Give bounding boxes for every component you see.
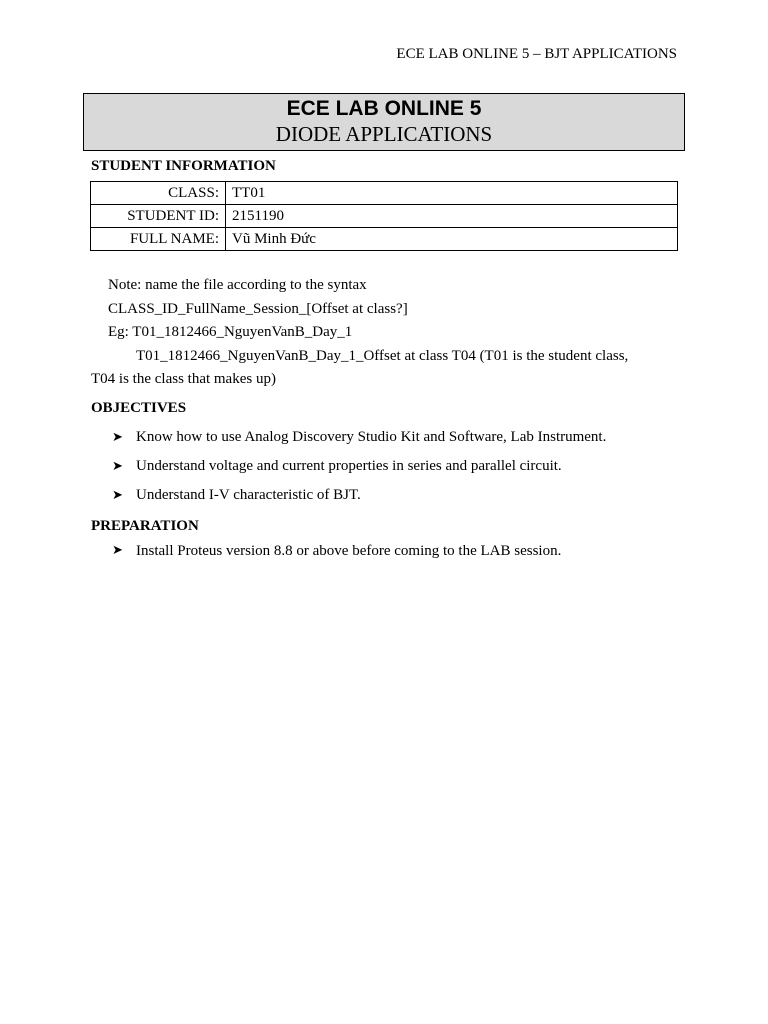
- document-subtitle: DIODE APPLICATIONS: [275, 122, 493, 146]
- student-id-label: STUDENT ID:: [91, 205, 226, 228]
- right-arrowhead-icon: ➤: [112, 430, 123, 445]
- note-line: CLASS_ID_FullName_Session_[Offset at class?]: [108, 300, 408, 317]
- table-row: [91, 205, 678, 228]
- preparation-heading: PREPARATION: [91, 518, 199, 534]
- objectives-list: [112, 423, 606, 510]
- objectives-heading: OBJECTIVES: [91, 400, 187, 416]
- right-arrowhead-icon: ➤: [112, 459, 123, 474]
- student-info-heading: STUDENT INFORMATION: [91, 158, 276, 174]
- list-item: ➤ Install Proteus version 8.8 or above before coming to the LAB session.: [112, 543, 562, 559]
- class-value: TT01: [226, 182, 678, 205]
- title-box: [83, 93, 685, 151]
- list-item: ➤ Understand I-V characteristic of BJT.: [112, 481, 606, 510]
- right-arrowhead-icon: ➤: [112, 488, 123, 503]
- student-id-value: 2151190: [226, 205, 678, 228]
- full-name-value: Vũ Minh Đức: [226, 228, 678, 251]
- right-arrowhead-icon: ➤: [112, 543, 123, 558]
- note-line: Eg: T01_1812466_NguyenVanB_Day_1: [108, 324, 353, 340]
- student-info-table: [90, 181, 678, 251]
- running-header: ECE LAB ONLINE 5 – BJT APPLICATIONS: [396, 46, 677, 62]
- note-line: T04 is the class that makes up): [91, 371, 276, 387]
- note-line: Note: name the file according to the syntax: [108, 277, 367, 293]
- full-name-label: FULL NAME:: [91, 228, 226, 251]
- document-title: ECE LAB ONLINE 5: [286, 97, 482, 120]
- table-row: [91, 182, 678, 205]
- preparation-list: [112, 541, 561, 561]
- table-row: [91, 228, 678, 251]
- note-line: T01_1812466_NguyenVanB_Day_1_Offset at class T04 (T01 is the student class,: [136, 347, 629, 364]
- class-label: CLASS:: [91, 182, 226, 205]
- file-naming-note: [91, 274, 681, 392]
- list-item: ➤ Understand voltage and current properties in series and parallel circuit.: [112, 452, 606, 481]
- list-item: ➤ Know how to use Analog Discovery Studio Kit and Software, Lab Instrument.: [112, 423, 606, 452]
